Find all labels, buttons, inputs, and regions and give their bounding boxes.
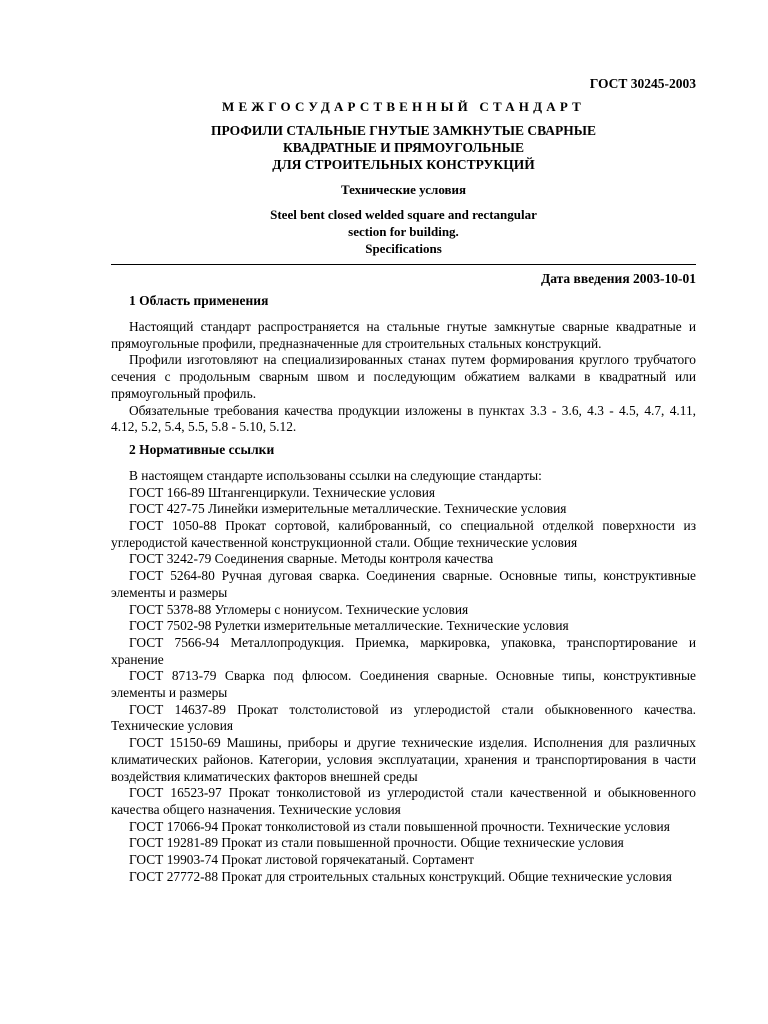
document-page: [111, 76, 696, 886]
reference-item: ГОСТ 19903-74 Прокат листовой горячекатаный. Сортамент: [129, 852, 474, 868]
header-divider: [111, 264, 696, 265]
reference-item: ГОСТ 5264-80 Ручная дуговая сварка. Соединения сварные. Основные типы, конструктивные элементы и размеры: [111, 568, 696, 600]
reference-item: ГОСТ 5378-88 Угломеры с нониусом. Технические условия: [129, 601, 469, 617]
reference-item: ГОСТ 17066-94 Прокат тонколистовой из стали повышенной прочности. Технические условия: [129, 818, 670, 834]
english-title-line: Specifications: [365, 241, 442, 256]
document-subtitle: Технические условия: [340, 182, 467, 197]
reference-item: ГОСТ 166-89 Штангенциркули. Технические условия: [129, 484, 436, 500]
document-title-line: ДЛЯ СТРОИТЕЛЬНЫХ КОНСТРУКЦИЙ: [272, 157, 535, 172]
introduction-date: Дата введения 2003-10-01: [540, 271, 696, 286]
reference-list: [111, 485, 696, 886]
reference-item: ГОСТ 19281-89 Прокат из стали повышенной прочности. Общие технические условия: [129, 835, 624, 851]
document-code: ГОСТ 30245-2003: [589, 76, 696, 91]
reference-item: ГОСТ 27772-88 Прокат для строительных стальных конструкций. Общие технические условия: [129, 868, 672, 884]
reference-item: ГОСТ 15150-69 Машины, приборы и другие технические изделия. Исполнения для различных климатических районов. Категории, условия эксплуатации, хранения и транспортирования в части воздействия климатических факторов внешней среды: [111, 735, 696, 784]
section-heading-normative-references: 2 Нормативные ссылки: [129, 441, 275, 457]
scope-paragraph: Настоящий стандарт распространяется на стальные гнутые замкнутые сварные квадратные и прямоугольные профили, предназначенные для строительных стальных конструкций.: [111, 319, 696, 351]
document-title: [111, 122, 696, 173]
english-title-line: Steel bent closed welded square and rectangular: [270, 207, 537, 222]
reference-item: ГОСТ 7502-98 Рулетки измерительные металлические. Технические условия: [129, 618, 569, 634]
reference-item: ГОСТ 14637-89 Прокат толстолистовой из углеродистой стали обыкновенного качества. Технические условия: [111, 701, 696, 734]
scope-paragraph: Обязательные требования качества продукции изложены в пунктах 3.3 - 3.6, 4.3 - 4.5, 4.7, 4.11, 4.12, 5.2, 5.4, 5.5, 5.8 - 5.10, 5.12.: [111, 402, 696, 435]
interstate-standard-label: МЕЖГОСУДАРСТВЕННЫЙ СТАНДАРТ: [221, 99, 586, 114]
scope-paragraph: Профили изготовляют на специализированных станах путем формирования круглого трубчатого сечения с продольным сварным швом и последующим обжатием валками в квадратный или прямоугольный профиль.: [111, 352, 696, 401]
reference-item: ГОСТ 7566-94 Металлопродукция. Приемка, маркировка, упаковка, транспортирование и хранение: [111, 634, 696, 667]
english-title: [111, 206, 696, 257]
reference-item: ГОСТ 427-75 Линейки измерительные металлические. Технические условия: [129, 501, 567, 517]
references-intro: В настоящем стандарте использованы ссылки на следующие стандарты:: [129, 467, 542, 483]
document-title-line: КВАДРАТНЫЕ И ПРЯМОУГОЛЬНЫЕ: [282, 140, 525, 155]
section-heading-scope: 1 Область применения: [129, 293, 269, 308]
english-title-line: section for building.: [348, 224, 459, 239]
reference-item: ГОСТ 16523-97 Прокат тонколистовой из углеродистой стали качественной и обыкновенного качества общего назначения. Технические условия: [111, 785, 696, 817]
reference-item: ГОСТ 3242-79 Соединения сварные. Методы контроля качества: [129, 551, 494, 567]
document-title-line: ПРОФИЛИ СТАЛЬНЫЕ ГНУТЫЕ ЗАМКНУТЫЕ СВАРНЫЕ: [210, 123, 597, 138]
reference-item: ГОСТ 8713-79 Сварка под флюсом. Соединения сварные. Основные типы, конструктивные элементы и размеры: [111, 668, 696, 701]
reference-item: ГОСТ 1050-88 Прокат сортовой, калиброванный, со специальной отделкой поверхности из углеродистой качественной конструкционной стали. Общие технические условия: [111, 518, 696, 550]
